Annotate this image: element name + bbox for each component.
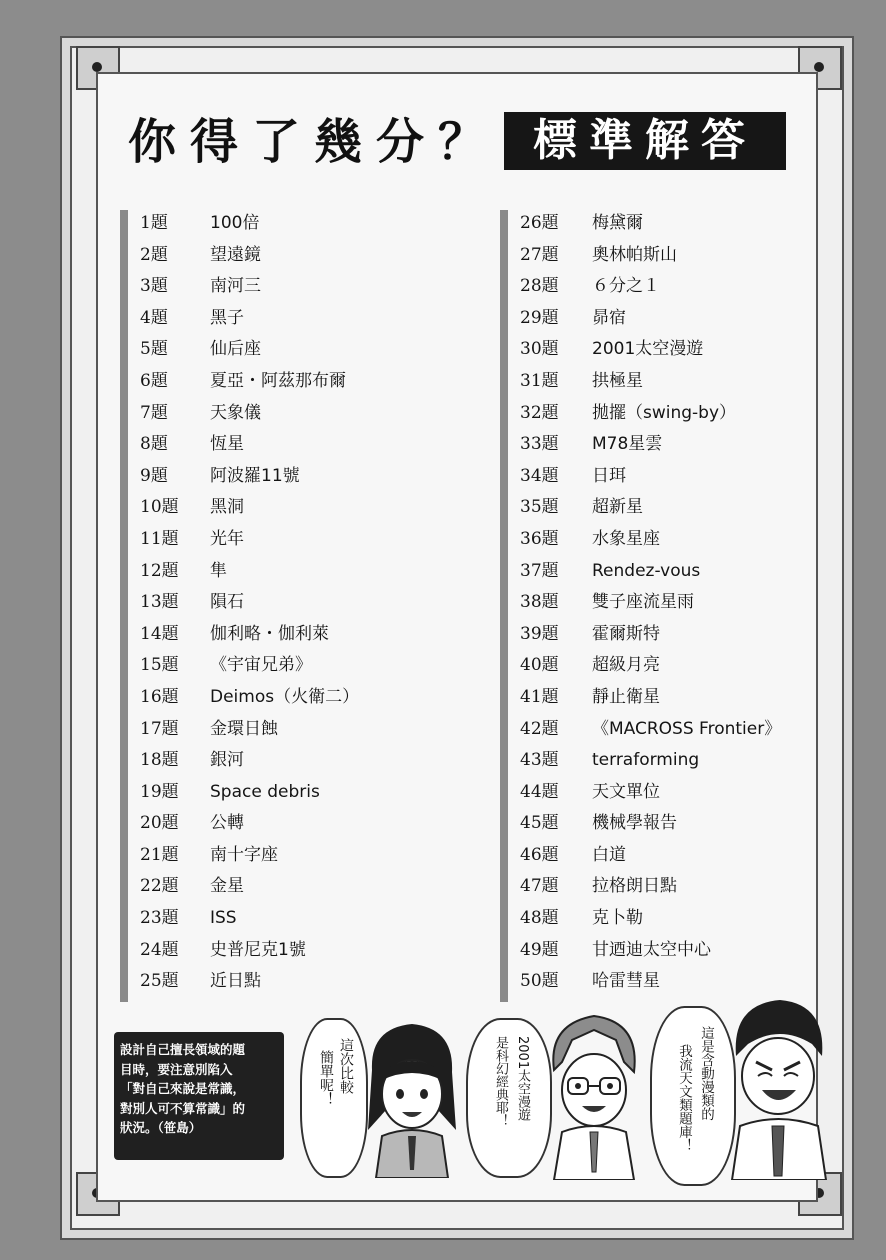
list-item: [140, 208, 490, 240]
question-number: 26題: [520, 213, 559, 233]
list-item: [520, 745, 840, 777]
question-number: 13題: [140, 592, 179, 613]
list-item: [140, 461, 490, 493]
question-number: 19題: [140, 781, 179, 802]
answer-text: Deimos（火衛二）: [210, 686, 360, 707]
question-number: 50題: [520, 971, 559, 992]
list-item: [520, 714, 840, 746]
question-number: 8題: [140, 434, 168, 455]
question-number: 28題: [520, 276, 559, 297]
question-number: 40題: [520, 655, 559, 676]
note-line: 目時，要注意別陷入: [120, 1061, 233, 1077]
question-number: 24題: [140, 939, 179, 960]
list-item: [140, 966, 490, 998]
question-number: 4題: [140, 307, 168, 328]
list-item: [520, 524, 840, 556]
list-item: [140, 429, 490, 461]
answer-text: 克卜勒: [592, 908, 643, 929]
answer-text: ISS: [210, 908, 237, 929]
list-item: [520, 587, 840, 619]
list-item: [140, 808, 490, 840]
girl-character-illustration: [352, 1010, 472, 1178]
column-bar-right: [500, 210, 508, 1002]
question-number: 16題: [140, 686, 179, 707]
answer-text: 隕石: [210, 592, 244, 613]
question-number: 35題: [520, 497, 559, 518]
list-item: [520, 271, 840, 303]
question-number: 10題: [140, 497, 179, 518]
question-number: 15題: [140, 655, 179, 676]
answer-text: 拉格朗日點: [592, 876, 677, 897]
question-number: 41題: [520, 686, 559, 707]
list-item: [520, 619, 840, 651]
answer-text: 隼: [210, 560, 227, 581]
speech-bubble-glasses-boy: [466, 1018, 552, 1178]
question-number: 23題: [140, 908, 179, 929]
answer-text: 黑子: [210, 307, 244, 328]
list-item: [520, 334, 840, 366]
list-item: [140, 303, 490, 335]
question-number: 42題: [520, 718, 559, 739]
list-item: [140, 271, 490, 303]
question-number: 33題: [520, 434, 559, 455]
question-number: 9題: [140, 465, 168, 486]
answer-text: 水象星座: [592, 528, 660, 549]
answer-text: 奧林帕斯山: [592, 244, 677, 265]
list-item: [520, 808, 840, 840]
question-number: 5題: [140, 339, 168, 360]
speech-bubble-girl: [300, 1018, 368, 1178]
answer-text: 仙后座: [210, 339, 261, 360]
answer-text: 公轉: [210, 813, 244, 834]
list-item: [520, 777, 840, 809]
list-item: [520, 398, 840, 430]
list-item: [140, 240, 490, 272]
list-item: [140, 398, 490, 430]
boy-character-illustration: [722, 990, 832, 1180]
answer-text: 超級月亮: [592, 655, 660, 676]
question-number: 45題: [520, 813, 559, 834]
answer-text: 哈雷彗星: [592, 971, 660, 992]
answer-text: 拋擺（swing-by）: [592, 402, 737, 423]
question-number: 12題: [140, 560, 179, 581]
answer-text: 霍爾斯特: [592, 623, 660, 644]
page-title: 你得了幾分？: [128, 114, 501, 170]
question-number: 38題: [520, 592, 559, 613]
answer-text: 金星: [210, 876, 244, 897]
bubble-line: 2001太空漫遊: [515, 1036, 530, 1122]
list-item: [520, 935, 840, 967]
bubble-line: 簡單呢！: [318, 1050, 334, 1106]
answer-text: 超新星: [592, 497, 643, 518]
answer-text: 近日點: [210, 971, 261, 992]
question-number: 11題: [140, 528, 179, 549]
bubble-line: 這是含動漫類的: [698, 1026, 714, 1121]
question-number: 39題: [520, 623, 559, 644]
bubble-line: 這次比較: [338, 1038, 354, 1094]
question-number: 31題: [520, 370, 559, 391]
answer-text: 伽利略・伽利萊: [210, 623, 329, 644]
answer-text: Rendez-vous: [592, 560, 701, 581]
answer-text: 100倍: [210, 213, 260, 233]
question-number: 30題: [520, 339, 559, 360]
speech-bubble-boy: [650, 1006, 736, 1186]
answer-list-right: [520, 208, 840, 998]
question-number: 44題: [520, 781, 559, 802]
list-item: [520, 650, 840, 682]
list-item: [520, 682, 840, 714]
list-item: [140, 366, 490, 398]
answer-text: 恆星: [210, 434, 244, 455]
answer-text: 甘迺迪太空中心: [592, 939, 711, 960]
answer-text: 望遠鏡: [210, 244, 261, 265]
answer-text: Space debris: [210, 781, 320, 802]
question-number: 17題: [140, 718, 179, 739]
list-item: [140, 903, 490, 935]
question-number: 7題: [140, 402, 168, 423]
question-number: 29題: [520, 307, 559, 328]
list-item: [140, 840, 490, 872]
list-item: [520, 366, 840, 398]
list-item: [140, 745, 490, 777]
author-note: [114, 1032, 284, 1160]
answer-text: terraforming: [592, 750, 700, 771]
list-item: [140, 619, 490, 651]
list-item: [520, 556, 840, 588]
question-number: 48題: [520, 908, 559, 929]
list-item: [140, 714, 490, 746]
answer-text: 天象儀: [210, 402, 261, 423]
title-tag: 標準解答: [504, 112, 786, 170]
question-number: 47題: [520, 876, 559, 897]
question-number: 46題: [520, 844, 559, 865]
answer-list-left: [140, 208, 490, 998]
answer-text: M78星雲: [592, 434, 663, 455]
question-number: 27題: [520, 244, 559, 265]
answer-text: 雙子座流星雨: [592, 592, 694, 613]
question-number: 21題: [140, 844, 179, 865]
list-item: [520, 871, 840, 903]
answer-text: 《MACROSS Frontier》: [592, 718, 782, 739]
bubble-line: 我流天文類題庫！: [676, 1044, 692, 1152]
answer-text: 南河三: [210, 276, 261, 297]
answer-text: 天文單位: [592, 781, 660, 802]
answer-text: 黑洞: [210, 497, 244, 518]
list-item: [140, 682, 490, 714]
list-item: [520, 303, 840, 335]
answer-text: 史普尼克1號: [210, 939, 306, 960]
question-number: 49題: [520, 939, 559, 960]
question-number: 6題: [140, 370, 168, 391]
list-item: [140, 650, 490, 682]
question-number: 1題: [140, 213, 168, 233]
list-item: [140, 492, 490, 524]
question-number: 22題: [140, 876, 179, 897]
answer-text: 2001太空漫遊: [592, 339, 704, 360]
answer-text: ６分之１: [592, 276, 660, 297]
question-number: 37題: [520, 560, 559, 581]
answer-text: 夏亞・阿茲那布爾: [210, 370, 346, 391]
list-item: [520, 903, 840, 935]
question-number: 43題: [520, 750, 559, 771]
list-item: [140, 871, 490, 903]
question-number: 2題: [140, 244, 168, 265]
note-line: 對別人可不算常識」的: [120, 1100, 246, 1116]
answer-text: 《宇宙兄弟》: [210, 655, 312, 676]
question-number: 3題: [140, 276, 168, 297]
note-line: 設計自己擅長領域的題: [120, 1042, 246, 1057]
list-item: [520, 429, 840, 461]
question-number: 32題: [520, 402, 559, 423]
list-item: [140, 935, 490, 967]
list-item: [140, 334, 490, 366]
answer-text: 銀河: [210, 750, 244, 771]
question-number: 34題: [520, 465, 559, 486]
question-number: 36題: [520, 528, 559, 549]
answer-text: 南十字座: [210, 844, 278, 865]
note-line: 「對自己來說是常識，: [120, 1081, 246, 1096]
answer-text: 梅黛爾: [592, 213, 643, 233]
answer-text: 機械學報告: [592, 813, 677, 834]
answer-text: 金環日蝕: [210, 718, 278, 739]
question-number: 18題: [140, 750, 179, 771]
column-bar-left: [120, 210, 128, 1002]
note-line: 狀況。（笹島）: [120, 1120, 202, 1135]
list-item: [140, 777, 490, 809]
list-item: [140, 556, 490, 588]
answer-text: 拱極星: [592, 370, 643, 391]
answer-text: 白道: [592, 844, 626, 865]
list-item: [520, 492, 840, 524]
answer-text: 阿波羅11號: [210, 465, 300, 486]
list-item: [520, 208, 840, 240]
list-item: [520, 461, 840, 493]
question-number: 25題: [140, 971, 179, 992]
list-item: [140, 524, 490, 556]
list-item: [520, 240, 840, 272]
answer-text: 日珥: [592, 465, 626, 486]
list-item: [520, 840, 840, 872]
answer-text: 靜止衛星: [592, 686, 660, 707]
list-item: [140, 587, 490, 619]
answer-text: 昴宿: [592, 307, 626, 328]
question-number: 20題: [140, 813, 179, 834]
answer-text: 光年: [210, 528, 244, 549]
bubble-line: 是科幻經典耶！: [493, 1036, 508, 1127]
question-number: 14題: [140, 623, 179, 644]
